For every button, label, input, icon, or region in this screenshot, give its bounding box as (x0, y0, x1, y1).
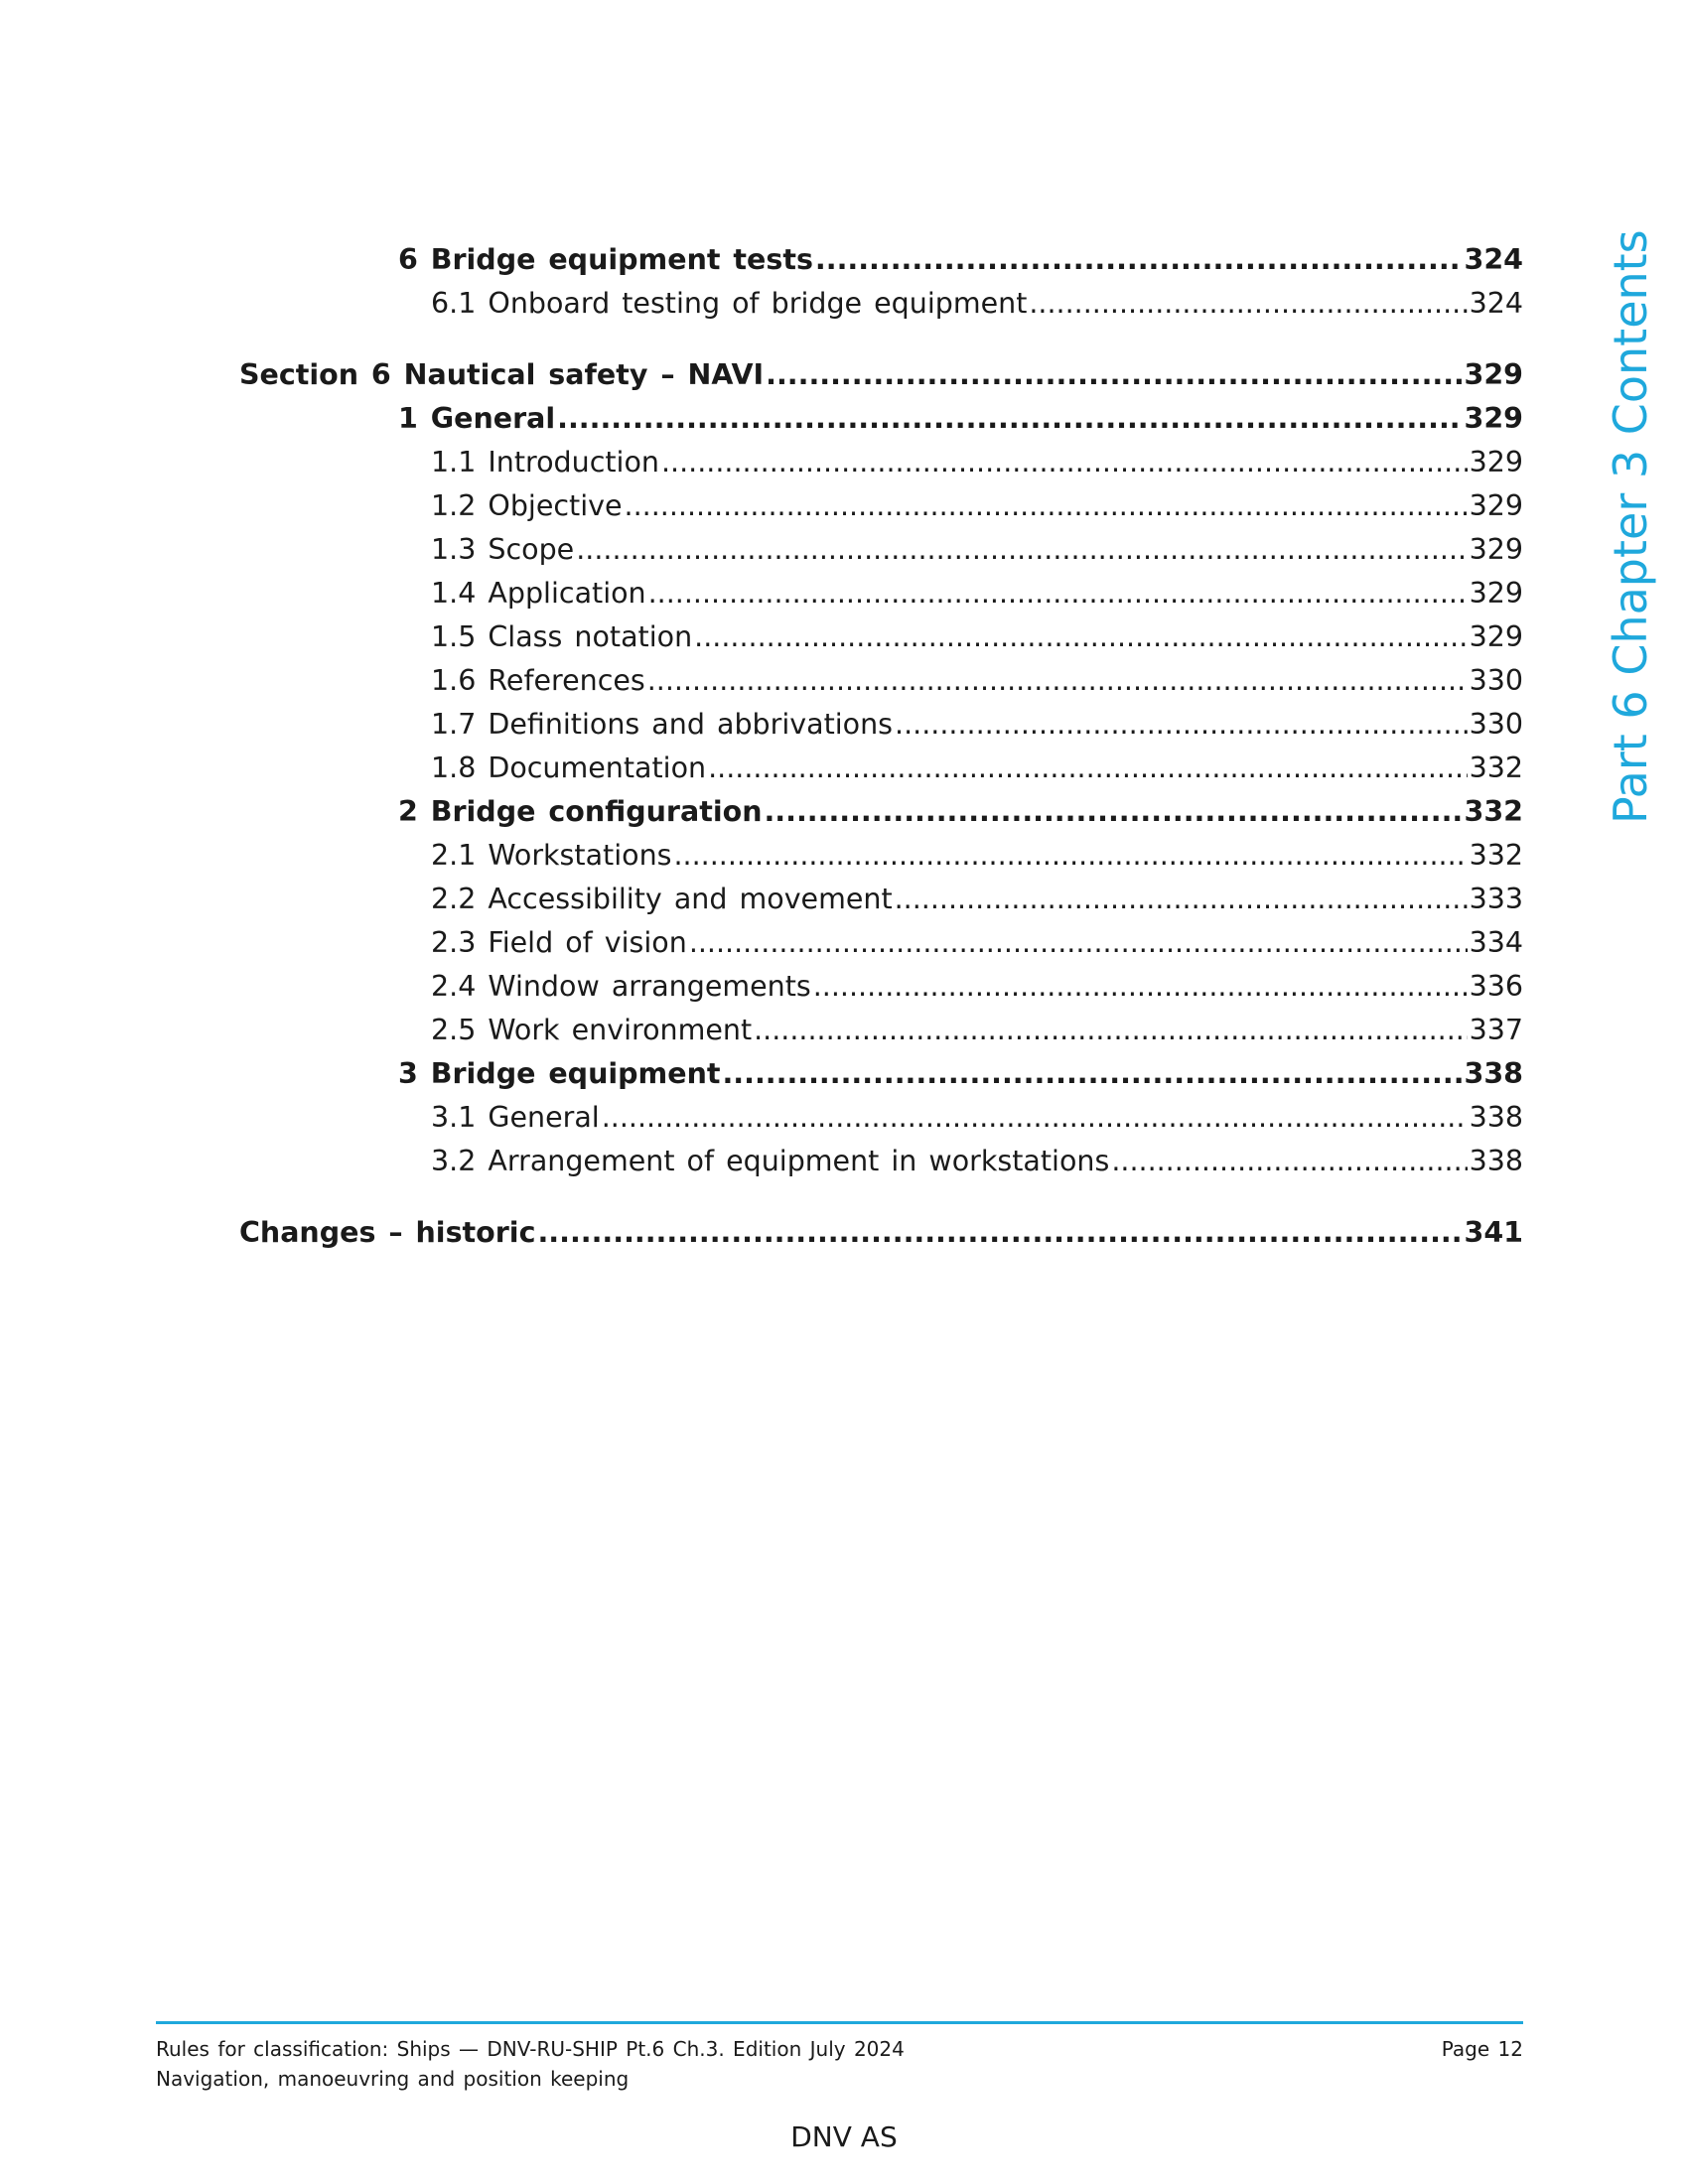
toc-entry-label: 1.3 Scope (431, 533, 575, 566)
toc-leader-dots (1029, 284, 1467, 324)
toc-leader-dots (694, 617, 1467, 657)
toc-leader-dots (815, 240, 1463, 280)
toc-leader-dots (766, 355, 1462, 395)
toc-chapter-2-bridge-configuration[interactable] (398, 792, 1523, 832)
toc-subsection-1-1[interactable] (431, 443, 1523, 482)
toc-leader-dots (895, 705, 1468, 745)
toc-page-number: 330 (1469, 664, 1523, 697)
toc-leader-dots (754, 1011, 1467, 1050)
toc-page-number: 334 (1469, 926, 1523, 959)
toc-entry-label: 1.2 Objective (431, 489, 623, 522)
toc-leader-dots (576, 530, 1467, 570)
toc-entry-label: 3.1 General (431, 1101, 600, 1134)
toc-leader-dots (722, 1054, 1462, 1094)
toc-entry-label: Changes – historic (239, 1216, 536, 1249)
toc-entry-label: Section 6 Nautical safety – NAVI (239, 358, 765, 391)
toc-subsection-1-3[interactable] (431, 530, 1523, 570)
toc-entry-label: 3 Bridge equipment (398, 1057, 721, 1090)
toc-subsection-1-7[interactable] (431, 705, 1523, 745)
toc-entry-label: 2.4 Window arrangements (431, 970, 811, 1003)
toc-section-6-nautical-safety[interactable] (239, 355, 1523, 395)
toc-page-number: 338 (1469, 1145, 1523, 1177)
toc-page-number: 332 (1469, 839, 1523, 872)
toc-page-number: 329 (1464, 358, 1523, 391)
toc-page-number: 333 (1469, 883, 1523, 915)
toc-leader-dots (1111, 1142, 1467, 1181)
toc-page-number: 329 (1469, 577, 1523, 610)
toc-page-number: 338 (1469, 1101, 1523, 1134)
toc-entry-label: 2.5 Work environment (431, 1014, 753, 1046)
footer-rules-line: Rules for classification: Ships — DNV-RU-SHIP Pt.6 Ch.3. Edition July 2024 (156, 2037, 905, 2061)
toc-subsection-1-8[interactable] (431, 749, 1523, 788)
toc-subsection-1-2[interactable] (431, 486, 1523, 526)
footer-page-number: Page 12 (1441, 2037, 1523, 2061)
toc-subsection-3-2[interactable] (431, 1142, 1523, 1181)
toc-entry-label: 1.8 Documentation (431, 751, 707, 784)
toc-leader-dots (764, 792, 1462, 832)
toc-chapter-1-general[interactable] (398, 399, 1523, 439)
toc-subsection-2-1[interactable] (431, 836, 1523, 876)
toc-leader-dots (661, 443, 1468, 482)
toc-subsection-1-6[interactable] (431, 661, 1523, 701)
company-name: DNV AS (790, 2120, 898, 2153)
toc-subsection-2-2[interactable] (431, 880, 1523, 919)
toc-page-number: 332 (1464, 795, 1523, 828)
toc-leader-dots (537, 1213, 1462, 1253)
toc-chapter-6-bridge-equipment-tests[interactable] (398, 240, 1523, 280)
toc-page-number: 324 (1464, 243, 1523, 276)
toc-page-number: 324 (1469, 287, 1523, 320)
toc-subsection-1-5[interactable] (431, 617, 1523, 657)
toc-entry-label: 1.5 Class notation (431, 620, 693, 653)
toc-entry-label: 6 Bridge equipment tests (398, 243, 813, 276)
toc-leader-dots (625, 486, 1468, 526)
toc-subsection-2-3[interactable] (431, 923, 1523, 963)
toc-entry-label: 1.7 Definitions and abbrivations (431, 708, 894, 741)
toc-subsection-6-1[interactable] (431, 284, 1523, 324)
toc-leader-dots (689, 923, 1468, 963)
footer-subtitle: Navigation, manoeuvring and position keeping (156, 2067, 630, 2091)
side-chapter-title: Part 6 Chapter 3 Contents (1604, 229, 1657, 824)
toc-page-number: 336 (1469, 970, 1523, 1003)
toc-entry-label: 1 General (398, 402, 556, 435)
toc-page-number: 337 (1469, 1014, 1523, 1046)
toc-leader-dots (648, 574, 1468, 614)
toc-leader-dots (647, 661, 1468, 701)
toc-subsection-2-4[interactable] (431, 967, 1523, 1007)
toc-subsection-1-4[interactable] (431, 574, 1523, 614)
toc-page-number: 341 (1464, 1216, 1523, 1249)
toc-leader-dots (557, 399, 1462, 439)
toc-leader-dots (602, 1098, 1468, 1138)
footer-divider (156, 2021, 1523, 2024)
toc-chapter-3-bridge-equipment[interactable] (398, 1054, 1523, 1094)
toc-page-number: 338 (1464, 1057, 1523, 1090)
toc-page-number: 332 (1469, 751, 1523, 784)
toc-entry-label: 3.2 Arrangement of equipment in workstations (431, 1145, 1110, 1177)
toc-page-number: 329 (1469, 533, 1523, 566)
toc-leader-dots (673, 836, 1467, 876)
toc-page-number: 329 (1464, 402, 1523, 435)
toc-page-number: 329 (1469, 620, 1523, 653)
toc-page-number: 329 (1469, 446, 1523, 478)
toc-leader-dots (708, 749, 1468, 788)
toc-entry-label: 1.1 Introduction (431, 446, 659, 478)
toc-leader-dots (813, 967, 1468, 1007)
toc-entry-label: 6.1 Onboard testing of bridge equipment (431, 287, 1028, 320)
toc-entry-label: 2 Bridge configuration (398, 795, 763, 828)
toc-subsection-3-1[interactable] (431, 1098, 1523, 1138)
toc-entry-label: 2.3 Field of vision (431, 926, 687, 959)
toc-changes-historic[interactable] (239, 1213, 1523, 1253)
toc-entry-label: 1.4 Application (431, 577, 646, 610)
toc-entry-label: 2.1 Workstations (431, 839, 672, 872)
toc-leader-dots (895, 880, 1468, 919)
toc-subsection-2-5[interactable] (431, 1011, 1523, 1050)
toc-entry-label: 1.6 References (431, 664, 645, 697)
toc-page-number: 330 (1469, 708, 1523, 741)
toc-page-number: 329 (1469, 489, 1523, 522)
toc-entry-label: 2.2 Accessibility and movement (431, 883, 893, 915)
